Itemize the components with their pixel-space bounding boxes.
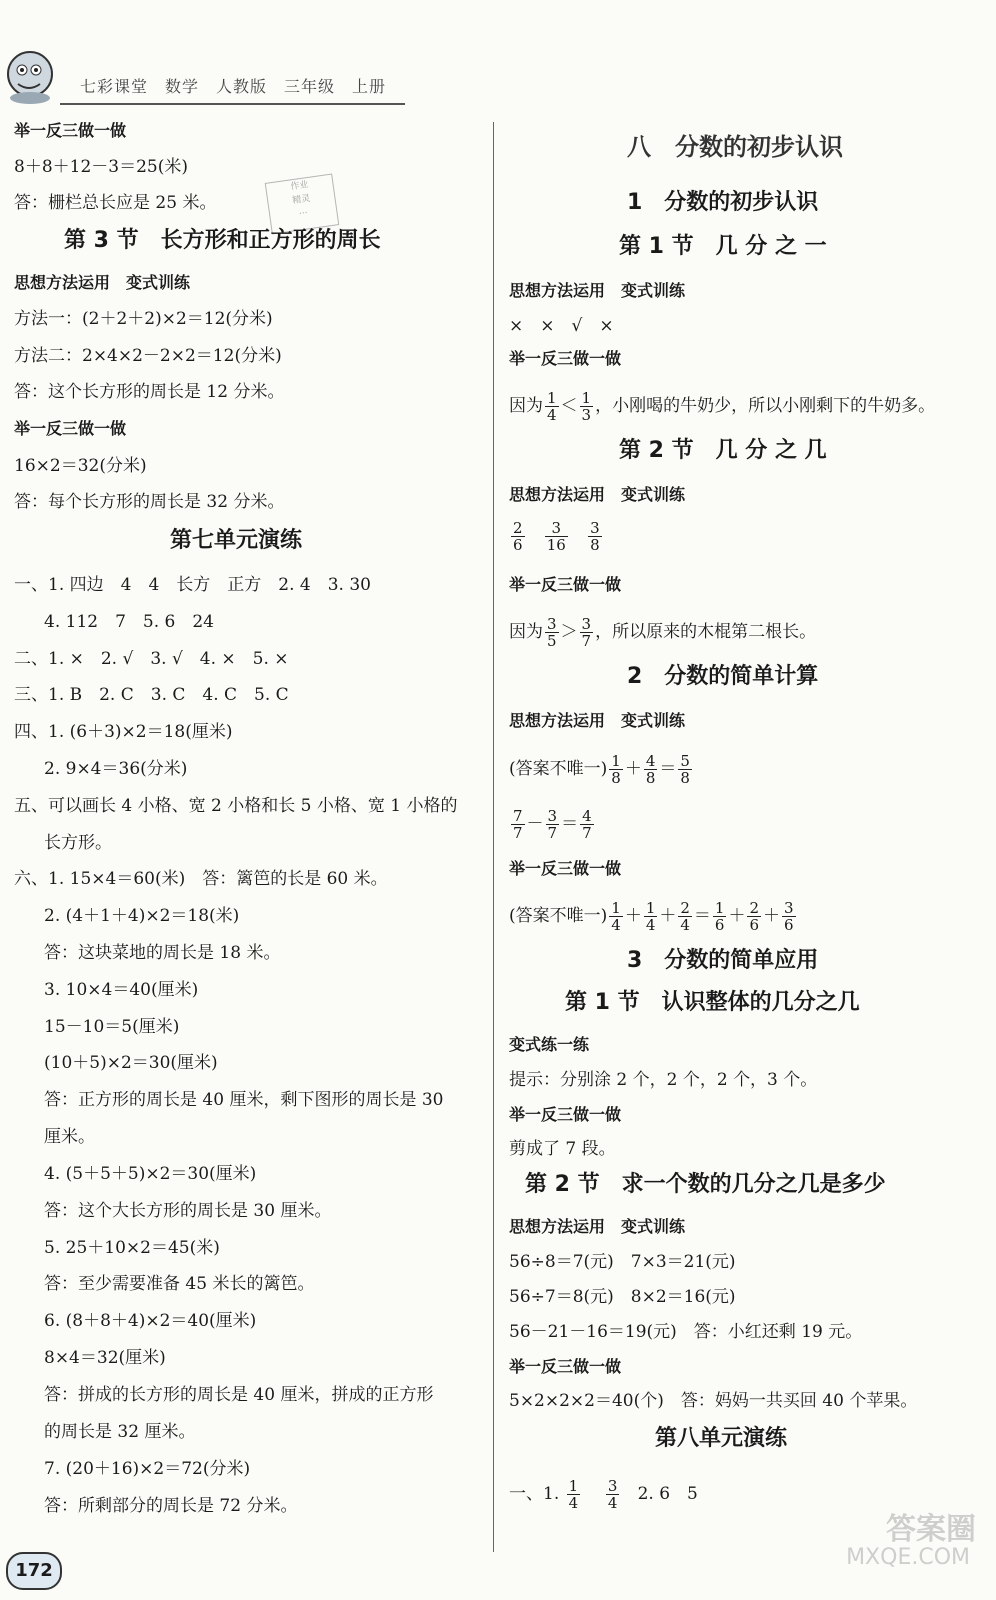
chapter-heading: 3 分数的简单应用 (627, 948, 819, 973)
answer-line: 5×2×2×2＝40(个) 答：妈妈一共买回 40 个苹果。 (509, 1391, 918, 1411)
fraction: $\frac{4}{8}$ (645, 752, 656, 787)
section-label: 举一反三做一做 (14, 419, 127, 438)
fraction: $\frac{3}{7}$ (581, 615, 592, 650)
fraction: $\frac{2}{4}$ (680, 899, 690, 934)
operator: ＋ (624, 759, 642, 779)
answer-line: 2. (4＋1＋4)×2＝18(米) (44, 906, 240, 926)
answer-line: 答：这块菜地的周长是 18 米。 (44, 943, 281, 963)
answer-line: 方法二：2×4×2－2×2＝12(分米) (14, 346, 282, 366)
section-heading: 第 3 节 长方形和正方形的周长 (64, 228, 381, 253)
answer-line: 4. (5＋5＋5)×2＝30(厘米) (44, 1164, 257, 1184)
page-number: 172 (6, 1552, 62, 1590)
fraction: $\frac{1}{8}$ (611, 752, 621, 787)
answer-line: 答：正方形的周长是 40 厘米，剩下图形的周长是 30 (44, 1090, 444, 1110)
watermark-url: MXQE.COM (846, 1545, 970, 1570)
text-span: 一、1. (509, 1484, 560, 1504)
answer-line: 15－10＝5(厘米) (44, 1017, 180, 1037)
fraction: $\frac{4}{7}$ (582, 807, 592, 842)
answer-line: 7. (20＋16)×2＝72(分米) (44, 1459, 251, 1479)
chapter-heading: 2 分数的简单计算 (627, 664, 819, 689)
fraction: $\frac{1}{4}$ (645, 899, 656, 934)
section-label: 思想方法运用 变式训练 (509, 1217, 686, 1236)
section-heading: 第 2 节 几 分 之 几 (619, 438, 827, 463)
section-heading: 第 2 节 求一个数的几分之几是多少 (525, 1172, 886, 1197)
section-label: 思想方法运用 变式训练 (509, 485, 686, 504)
answer-line: 厘米。 (44, 1127, 95, 1147)
answer-line: 4. 112 7 5. 6 24 (44, 612, 214, 632)
answer-line: 8×4＝32(厘米) (44, 1348, 166, 1368)
fraction: $\frac{3}{5}$ (547, 615, 557, 650)
answer-line: 56÷8＝7(元) 7×3＝21(元) (509, 1252, 736, 1272)
answer-line (509, 520, 604, 553)
section-heading: 第八单元演练 (655, 1426, 788, 1451)
answer-line: 56÷7＝8(元) 8×2＝16(元) (509, 1287, 736, 1307)
operator: ＋ (659, 906, 677, 926)
text-span: (答案不唯一) (509, 906, 608, 926)
fraction: $\frac{1}{4}$ (547, 389, 557, 424)
answer-line: 的周长是 32 厘米。 (44, 1422, 196, 1442)
answer-line: 5. 25＋10×2＝45(米) (44, 1238, 220, 1258)
answer-line: 剪成了 7 段。 (509, 1139, 616, 1159)
answer-line (509, 900, 798, 933)
text-span: (答案不唯一) (509, 759, 608, 779)
section-label: 思想方法运用 变式训练 (509, 281, 686, 300)
answer-line: 3. 10×4＝40(厘米) (44, 980, 199, 1000)
header-rule (60, 103, 405, 105)
text-span: ，所以原来的木棍第二根长。 (595, 622, 817, 642)
section-label: 举一反三做一做 (509, 1357, 622, 1376)
operator: ＋ (624, 906, 642, 926)
answer-line: 2. 9×4＝36(分米) (44, 759, 188, 779)
fraction: $\frac{1}{6}$ (714, 899, 725, 934)
section-heading: 第 1 节 认识整体的几分之几 (565, 990, 860, 1015)
operator: ＜ (560, 396, 578, 416)
section-label: 举一反三做一做 (509, 349, 622, 368)
operator: － (526, 814, 544, 834)
answer-line: (10＋5)×2＝30(厘米) (44, 1053, 218, 1073)
answer-line: 二、1. × 2. √ 3. √ 4. × 5. × (14, 649, 289, 669)
section-label: 思想方法运用 变式训练 (14, 273, 191, 292)
answer-line: 答：这个长方形的周长是 12 分米。 (14, 382, 285, 402)
fraction: $\frac{2}{6}$ (749, 899, 759, 934)
section-label: 变式练一练 (509, 1035, 590, 1054)
answer-line: 六、1. 15×4＝60(米) 答：篱笆的长是 60 米。 (14, 869, 388, 889)
answer-line (509, 616, 816, 649)
fraction: $\frac{3}{16}$ (546, 519, 566, 554)
section-heading: 第 1 节 几 分 之 一 (619, 234, 827, 259)
fraction: $\frac{1}{4}$ (568, 1477, 579, 1512)
fraction: $\frac{3}{7}$ (547, 807, 558, 842)
fraction: $\frac{2}{6}$ (513, 519, 523, 554)
answer-line: 56－21－16＝19(元) 答：小红还剩 19 元。 (509, 1322, 863, 1342)
answer-line: 提示：分别涂 2 个，2 个，2 个，3 个。 (509, 1070, 818, 1090)
page-header (0, 0, 996, 120)
answer-line: 16×2＝32(分米) (14, 456, 147, 476)
answer-line: 一、1. 四边 4 4 长方 正方 2. 4 3. 30 (14, 575, 371, 595)
fraction: $\frac{5}{8}$ (680, 752, 690, 787)
answer-line: 答：拼成的长方形的周长是 40 厘米，拼成的正方形 (44, 1385, 434, 1405)
text-span: 因为 (509, 622, 543, 642)
answer-line: × × √ × (509, 316, 614, 336)
answer-line: 答：每个长方形的周长是 32 分米。 (14, 492, 285, 512)
answer-line: 五、可以画长 4 小格、宽 2 小格和长 5 小格、宽 1 小格的 (14, 796, 458, 816)
operator: ＝ (561, 814, 579, 834)
header-title: 七彩课堂 数学 人教版 三年级 上册 (80, 77, 387, 96)
unit-heading: 八 分数的初步认识 (627, 133, 843, 161)
answer-line: 答：栅栏总长应是 25 米。 (14, 193, 217, 213)
operator: ＝ (693, 906, 711, 926)
answer-line: 四、1. (6＋3)×2＝18(厘米) (14, 722, 233, 742)
answer-line: 答：这个大长方形的周长是 30 厘米。 (44, 1201, 332, 1221)
operator: ＋ (763, 906, 780, 926)
section-heading: 第七单元演练 (170, 528, 303, 553)
section-label: 举一反三做一做 (509, 575, 622, 594)
answer-line: 答：至少需要准备 45 米长的篱笆。 (44, 1274, 315, 1294)
text-span: ，小刚喝的牛奶少，所以小刚剩下的牛奶多。 (595, 396, 936, 416)
seal-stamp: 作业 精灵 ··· (265, 174, 340, 235)
watermark-logo: 答案圈 (886, 1512, 976, 1547)
column-divider (493, 122, 494, 1552)
fraction: $\frac{7}{7}$ (513, 807, 523, 842)
operator: ＝ (659, 759, 677, 779)
fraction: $\frac{3}{4}$ (607, 1477, 618, 1512)
fraction: $\frac{3}{6}$ (784, 899, 794, 934)
answer-line: 8＋8＋12－3＝25(米) (14, 157, 188, 177)
answer-line: 6. (8＋8＋4)×2＝40(厘米) (44, 1311, 257, 1331)
answer-line: 答：所剩部分的周长是 72 分米。 (44, 1496, 298, 1516)
answer-line (509, 1478, 698, 1511)
text-span: 2. 6 5 (637, 1484, 698, 1504)
answer-line (509, 390, 935, 423)
text-span: 因为 (509, 396, 543, 416)
operator: ＞ (560, 622, 578, 642)
mascot-logo-icon (2, 40, 60, 106)
operator: ＋ (728, 906, 746, 926)
answer-line (509, 753, 694, 786)
section-label: 举一反三做一做 (509, 1105, 622, 1124)
fraction: $\frac{3}{8}$ (590, 519, 600, 554)
answer-line: 长方形。 (44, 833, 112, 853)
fraction: $\frac{1}{4}$ (611, 899, 621, 934)
answer-line: 方法一：(2＋2＋2)×2＝12(分米) (14, 309, 273, 329)
section-label: 思想方法运用 变式训练 (509, 711, 686, 730)
fraction: $\frac{1}{3}$ (581, 389, 592, 424)
answer-line (509, 808, 596, 841)
section-label: 举一反三做一做 (509, 859, 622, 878)
chapter-heading: 1 分数的初步认识 (627, 190, 819, 215)
answer-line: 三、1. B 2. C 3. C 4. C 5. C (14, 685, 289, 705)
section-label: 举一反三做一做 (14, 121, 127, 140)
